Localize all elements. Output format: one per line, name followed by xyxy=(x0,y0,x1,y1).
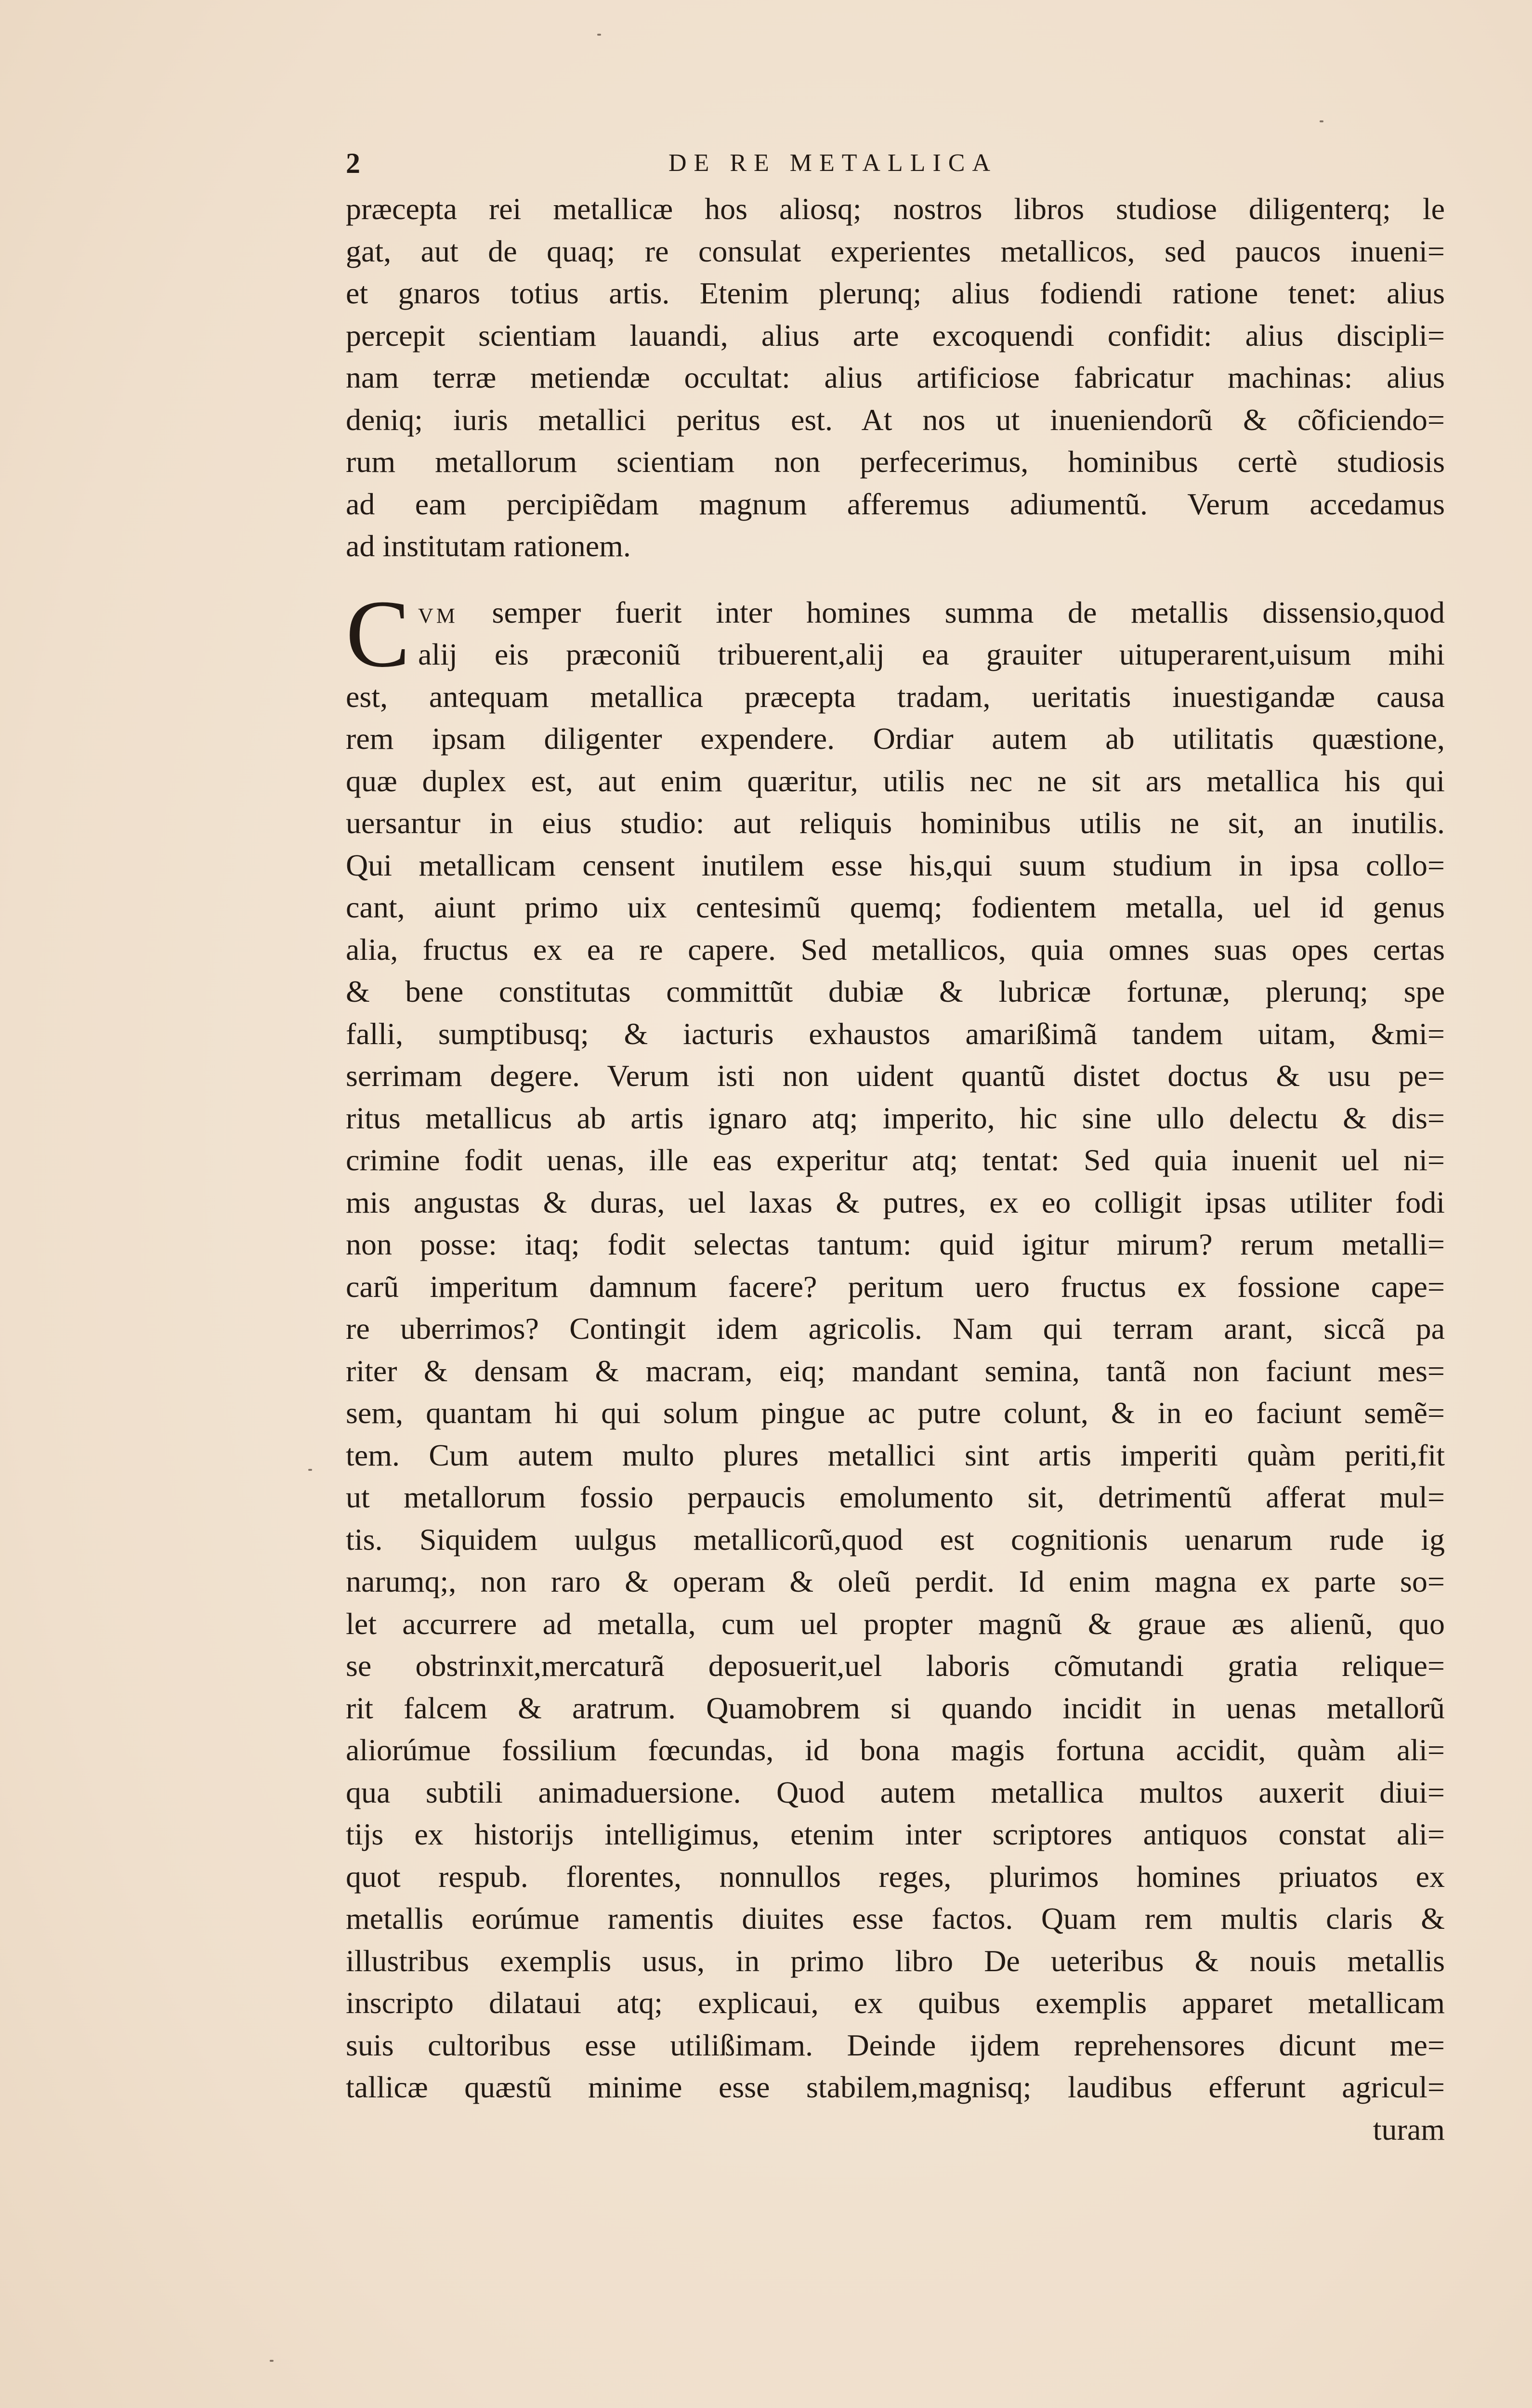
paper-speck xyxy=(270,2360,274,2362)
text-line: re uberrimos? Contingit idem agricolis. Nam qui terram arant, siccã pa xyxy=(346,1311,1445,1346)
text-line: qua subtili animaduersione. Quod autem metallica multos auxerit diui= xyxy=(346,1775,1445,1809)
text-line: tis. Siquidem uulgus metallicorũ,quod est cognitionis uenarum rude ig xyxy=(346,1522,1445,1557)
text-line: est, antequam metallica præcepta tradam, ueritatis inuestigandæ causa xyxy=(346,679,1445,714)
text-line: narumq;, non raro & operam & oleũ perdit. Id enim magna ex parte so= xyxy=(346,1564,1445,1598)
text-line: se obstrinxit,mercaturã deposuerit,uel laboris cõmutandi gratia relique= xyxy=(346,1649,1445,1683)
text-line: suis cultoribus esse utilißimam. Deinde iјdem reprehensores dicunt me= xyxy=(346,2028,1445,2062)
text-line: uersantur in eius studio: aut reliquis hominibus utilis ne sit, an inutilis. xyxy=(346,806,1445,840)
text-line: et gnaros totius artis. Etenim plerunq; alius fodiendi ratione tenet: alius xyxy=(346,276,1445,310)
text-line: inscripto dilataui atq; explicaui, ex quibus exemplis apparet metallicam xyxy=(346,1986,1445,2020)
text-line: tallicæ quæstũ minime esse stabilem,magnisq; laudibus efferunt agricul= xyxy=(346,2070,1445,2104)
text-line: ut metallorum fossio perpaucis emolumento sit, detrimentũ afferat mul= xyxy=(346,1480,1445,1514)
text-line: alia, fructus ex ea re capere. Sed metallicos, quia omnes suas opes certas xyxy=(346,932,1445,967)
paragraph-intro-end xyxy=(346,188,1445,567)
text-line: nam terræ metiendæ occultat: alius artificiose fabricatur machinas: alius xyxy=(346,360,1445,394)
text-line: ritus metallicus ab artis ignaro atq; imperito, hic sine ullo delectu & dis= xyxy=(346,1100,1445,1135)
text-line: ad eam percipiẽdam magnum afferemus adiumentũ. Verum accedamus xyxy=(346,486,1445,521)
text-line: carũ imperitum damnum facere? peritum uero fructus ex fossione cape= xyxy=(346,1269,1445,1304)
text-line: deniq; iuris metallici peritus est. At nos ut inueniendorũ & cõficiendo= xyxy=(346,402,1445,437)
text-line: illustribus exemplis usus, in primo libro De ueteribus & nouis metallis xyxy=(346,1943,1445,1978)
paragraph-body xyxy=(346,676,1445,2108)
first-word-small-caps: VM xyxy=(418,603,458,628)
drop-cap-initial: C xyxy=(346,580,410,687)
text-line: riter & densam & macram, eiq; mandant semina, tantã non faciunt mes= xyxy=(346,1353,1445,1388)
text-line: non posse: itaq; fodit selectas tantum: quid igitur mirum? rerum metalli= xyxy=(346,1227,1445,1261)
text-block xyxy=(346,188,1445,2150)
paper-speck xyxy=(597,34,601,36)
paper-speck xyxy=(308,1469,312,1471)
text-line: aliј eis præconiũ tribuerent,aliј ea grauiter uituperarent,uisum mihi xyxy=(418,637,1445,671)
text-line: gat, aut de quaq; re consulat experientes metallicos, sed paucos inueni= xyxy=(346,234,1445,268)
text-line: præcepta rei metallicæ hos aliosq; nostros libros studiose diligenterq; le xyxy=(346,192,1445,226)
text-line: tiјs ex historiјs intelligimus, etenim inter scriptores antiquos constat ali= xyxy=(346,1817,1445,1851)
text-line: aliorúmue fossilium fœcundas, id bona magis fortuna accidit, quàm ali= xyxy=(346,1733,1445,1767)
catchword: turam xyxy=(1373,2112,1445,2146)
first-line-text: semper fuerit inter homines summa de metallis dissensio,quod xyxy=(492,595,1445,629)
text-line: mis angustas & duras, uel laxas & putres, ex eo colligit ipsas utiliter fodi xyxy=(346,1185,1445,1219)
text-line: sem, quantam hi qui solum pingue ac putre colunt, & in eo faciunt semẽ= xyxy=(346,1396,1445,1430)
paper-speck xyxy=(1320,120,1323,122)
paragraph-gap xyxy=(346,567,1445,591)
text-line: tem. Cum autem multo plures metallici sint artis imperiti quàm periti,fit xyxy=(346,1438,1445,1472)
text-line: falli, sumptibusq; & iacturis exhaustos amarißimã tandem uitam, &mi= xyxy=(346,1016,1445,1051)
text-line: crimine fodit uenas, ille eas experitur atq; tentat: Sed quia inuenit uel ni= xyxy=(346,1143,1445,1177)
text-line xyxy=(346,591,1445,634)
text-line: metallis eorúmue ramentis diuites esse factos. Quam rem multis claris & xyxy=(346,1901,1445,1936)
text-line: rit falcem & aratrum. Quamobrem si quando incidit in uenas metallorũ xyxy=(346,1690,1445,1725)
text-line: let accurrere ad metalla, cum uel propter magnũ & graue æs alienũ, quo xyxy=(346,1606,1445,1641)
text-line: cant, aiunt primo uix centesimũ quemq; fodientem metalla, uel id genus xyxy=(346,890,1445,924)
paragraph-cum-semper xyxy=(346,580,1445,2108)
page-header xyxy=(346,147,1440,185)
text-line: serrimam degere. Verum isti non uident quantũ distet doctus & usu pe= xyxy=(346,1059,1445,1093)
text-line: & bene constitutas committũt dubiæ & lubricæ fortunæ, plerunq; spe xyxy=(346,974,1445,1008)
folio-number: 2 xyxy=(346,147,360,179)
text-line: percepit scientiam lauandi, alius arte excoquendi confidit: alius discipli= xyxy=(346,318,1445,353)
text-line: quæ duplex est, aut enim quæritur, utilis nec ne sit ars metallica his qui xyxy=(346,763,1445,798)
text-line: Qui metallicam censent inutilem esse his,qui suum studium in ipsa collo= xyxy=(346,848,1445,882)
text-line: rem ipsam diligenter expendere. Ordiar autem ab utilitatis quæstione, xyxy=(346,721,1445,756)
text-line: quot respub. florentes, nonnullos reges, plurimos homines priuatos ex xyxy=(346,1859,1445,1894)
running-head: DE RE METALLICA xyxy=(668,149,997,177)
text-line: rum metallorum scientiam non perfecerimus, hominibus certè studiosis xyxy=(346,445,1445,479)
text-line: ad institutam rationem. xyxy=(346,529,631,563)
